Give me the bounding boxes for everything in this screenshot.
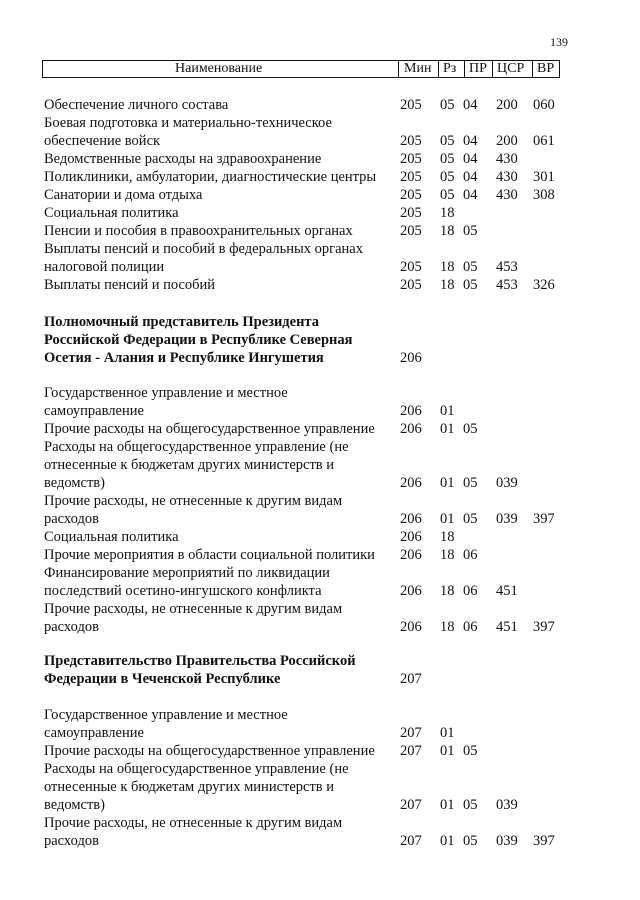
cell-pr: 06 bbox=[463, 547, 478, 563]
cell-name: Расходы на общегосударственное управление (не bbox=[44, 439, 349, 455]
cell-name: Прочие расходы, не отнесенные к другим видам bbox=[44, 601, 343, 617]
table-row bbox=[0, 724, 640, 742]
table-header bbox=[42, 60, 560, 78]
cell-name: Социальная политика bbox=[44, 205, 179, 221]
cell-min: 206 bbox=[400, 475, 422, 491]
cell-pr: 06 bbox=[463, 619, 478, 635]
cell-min: 205 bbox=[400, 151, 422, 167]
cell-min: 205 bbox=[400, 97, 422, 113]
table-row bbox=[0, 114, 640, 132]
table-row bbox=[0, 384, 640, 402]
cell-csr: 039 bbox=[496, 511, 518, 527]
section-heading-row bbox=[0, 670, 640, 688]
cell-name: обеспечение войск bbox=[44, 133, 161, 149]
cell-csr: 039 bbox=[496, 833, 518, 849]
cell-name: ведомств) bbox=[44, 797, 105, 813]
table-row bbox=[0, 276, 640, 294]
cell-min: 206 bbox=[400, 583, 422, 599]
cell-name: Российской Федерации в Республике Северная bbox=[44, 332, 353, 348]
table-row bbox=[0, 474, 640, 492]
cell-csr: 451 bbox=[496, 583, 518, 599]
table-row bbox=[0, 528, 640, 546]
cell-vr: 397 bbox=[533, 619, 555, 635]
table-row bbox=[0, 510, 640, 528]
cell-min: 206 bbox=[400, 529, 422, 545]
cell-rz: 05 bbox=[440, 169, 455, 185]
cell-name: Прочие расходы, не отнесенные к другим видам bbox=[44, 493, 343, 509]
cell-pr: 04 bbox=[463, 97, 478, 113]
cell-rz: 01 bbox=[440, 725, 455, 741]
table-row bbox=[0, 582, 640, 600]
cell-name: отнесенные к бюджетам других министерств и bbox=[44, 779, 335, 795]
cell-csr: 430 bbox=[496, 169, 518, 185]
table-row bbox=[0, 96, 640, 114]
cell-min: 205 bbox=[400, 133, 422, 149]
cell-name: Обеспечение личного состава bbox=[44, 97, 229, 113]
table-row bbox=[0, 814, 640, 832]
table-row bbox=[0, 832, 640, 850]
cell-csr: 200 bbox=[496, 97, 518, 113]
cell-rz: 01 bbox=[440, 797, 455, 813]
cell-rz: 01 bbox=[440, 421, 455, 437]
cell-min: 206 bbox=[400, 547, 422, 563]
table-row bbox=[0, 618, 640, 636]
cell-rz: 18 bbox=[440, 529, 455, 545]
cell-pr: 05 bbox=[463, 833, 478, 849]
cell-rz: 05 bbox=[440, 133, 455, 149]
cell-vr: 397 bbox=[533, 511, 555, 527]
cell-min: 206 bbox=[400, 421, 422, 437]
cell-name: Выплаты пенсий и пособий в федеральных органах bbox=[44, 241, 363, 257]
cell-name: самоуправление bbox=[44, 403, 144, 419]
cell-rz: 01 bbox=[440, 743, 455, 759]
table-row bbox=[0, 204, 640, 222]
cell-name: самоуправление bbox=[44, 725, 144, 741]
table-row bbox=[0, 796, 640, 814]
cell-name: расходов bbox=[44, 511, 99, 527]
cell-pr: 05 bbox=[463, 223, 478, 239]
header-pr: ПР bbox=[469, 61, 487, 76]
cell-name: Боевая подготовка и материально-техническое bbox=[44, 115, 332, 131]
table-row bbox=[0, 258, 640, 276]
table-row bbox=[0, 564, 640, 582]
cell-name: Ведомственные расходы на здравоохранение bbox=[44, 151, 322, 167]
cell-pr: 05 bbox=[463, 743, 478, 759]
cell-name: Санатории и дома отдыха bbox=[44, 187, 203, 203]
cell-rz: 01 bbox=[440, 403, 455, 419]
section-heading-row bbox=[0, 313, 640, 331]
cell-pr: 05 bbox=[463, 421, 478, 437]
cell-rz: 18 bbox=[440, 205, 455, 221]
cell-rz: 18 bbox=[440, 547, 455, 563]
header-csr: ЦСР bbox=[497, 61, 525, 76]
cell-name: ведомств) bbox=[44, 475, 105, 491]
cell-name: Прочие расходы на общегосударственное управление bbox=[44, 421, 375, 437]
cell-min: 206 bbox=[400, 350, 422, 366]
cell-rz: 01 bbox=[440, 475, 455, 491]
cell-rz: 05 bbox=[440, 97, 455, 113]
cell-rz: 18 bbox=[440, 619, 455, 635]
cell-name: Осетия - Алания и Республике Ингушетия bbox=[44, 350, 324, 366]
table-row bbox=[0, 760, 640, 778]
cell-min: 206 bbox=[400, 619, 422, 635]
cell-min: 207 bbox=[400, 797, 422, 813]
cell-rz: 01 bbox=[440, 511, 455, 527]
cell-csr: 039 bbox=[496, 797, 518, 813]
cell-csr: 451 bbox=[496, 619, 518, 635]
cell-rz: 18 bbox=[440, 223, 455, 239]
cell-csr: 200 bbox=[496, 133, 518, 149]
cell-pr: 05 bbox=[463, 277, 478, 293]
table-row bbox=[0, 240, 640, 258]
section-heading-row bbox=[0, 331, 640, 349]
cell-name: Поликлиники, амбулатории, диагностические центры bbox=[44, 169, 377, 185]
table-row bbox=[0, 438, 640, 456]
cell-name: Полномочный представитель Президента bbox=[44, 314, 319, 330]
cell-name: Финансирование мероприятий по ликвидации bbox=[44, 565, 330, 581]
cell-vr: 301 bbox=[533, 169, 555, 185]
cell-pr: 04 bbox=[463, 169, 478, 185]
cell-min: 206 bbox=[400, 511, 422, 527]
header-rz: Рз bbox=[443, 61, 457, 76]
header-name: Наименование bbox=[175, 61, 263, 76]
cell-vr: 308 bbox=[533, 187, 555, 203]
cell-name: расходов bbox=[44, 619, 99, 635]
cell-rz: 05 bbox=[440, 187, 455, 203]
table-row bbox=[0, 132, 640, 150]
cell-pr: 06 bbox=[463, 583, 478, 599]
cell-min: 205 bbox=[400, 223, 422, 239]
cell-rz: 18 bbox=[440, 277, 455, 293]
page-number: 139 bbox=[550, 35, 568, 49]
table-row bbox=[0, 742, 640, 760]
cell-min: 205 bbox=[400, 277, 422, 293]
cell-name: Федерации в Чеченской Республике bbox=[44, 671, 281, 687]
cell-name: Государственное управление и местное bbox=[44, 385, 288, 401]
section-heading-row bbox=[0, 349, 640, 367]
cell-rz: 18 bbox=[440, 259, 455, 275]
cell-pr: 05 bbox=[463, 511, 478, 527]
header-min: Мин bbox=[404, 61, 432, 76]
table-row bbox=[0, 402, 640, 420]
cell-name: Выплаты пенсий и пособий bbox=[44, 277, 216, 293]
header-vr: ВР bbox=[537, 61, 555, 76]
cell-csr: 453 bbox=[496, 259, 518, 275]
cell-vr: 060 bbox=[533, 97, 555, 113]
table-row bbox=[0, 186, 640, 204]
cell-min: 205 bbox=[400, 259, 422, 275]
cell-pr: 04 bbox=[463, 151, 478, 167]
cell-min: 205 bbox=[400, 169, 422, 185]
cell-rz: 01 bbox=[440, 833, 455, 849]
cell-min: 207 bbox=[400, 743, 422, 759]
cell-name: Представительство Правительства Российской bbox=[44, 653, 356, 669]
cell-pr: 05 bbox=[463, 259, 478, 275]
cell-vr: 397 bbox=[533, 833, 555, 849]
cell-min: 206 bbox=[400, 403, 422, 419]
cell-min: 207 bbox=[400, 671, 422, 687]
cell-rz: 05 bbox=[440, 151, 455, 167]
cell-pr: 05 bbox=[463, 475, 478, 491]
cell-min: 205 bbox=[400, 187, 422, 203]
cell-name: налоговой полиции bbox=[44, 259, 165, 275]
table-row bbox=[0, 168, 640, 186]
cell-min: 205 bbox=[400, 205, 422, 221]
cell-rz: 18 bbox=[440, 583, 455, 599]
cell-name: Расходы на общегосударственное управление (не bbox=[44, 761, 349, 777]
cell-name: Прочие расходы на общегосударственное управление bbox=[44, 743, 375, 759]
cell-vr: 326 bbox=[533, 277, 555, 293]
cell-csr: 453 bbox=[496, 277, 518, 293]
cell-min: 207 bbox=[400, 725, 422, 741]
table-row bbox=[0, 546, 640, 564]
table-row bbox=[0, 150, 640, 168]
table-row bbox=[0, 420, 640, 438]
cell-pr: 05 bbox=[463, 797, 478, 813]
cell-name: отнесенные к бюджетам других министерств и bbox=[44, 457, 335, 473]
cell-name: Прочие расходы, не отнесенные к другим видам bbox=[44, 815, 343, 831]
cell-pr: 04 bbox=[463, 187, 478, 203]
cell-name: Прочие мероприятия в области социальной политики bbox=[44, 547, 375, 563]
table-row bbox=[0, 492, 640, 510]
cell-name: последствий осетино-ингушского конфликта bbox=[44, 583, 322, 599]
cell-csr: 039 bbox=[496, 475, 518, 491]
cell-csr: 430 bbox=[496, 151, 518, 167]
cell-vr: 061 bbox=[533, 133, 555, 149]
section-heading-row bbox=[0, 652, 640, 670]
cell-min: 207 bbox=[400, 833, 422, 849]
cell-csr: 430 bbox=[496, 187, 518, 203]
table-row bbox=[0, 778, 640, 796]
table-row bbox=[0, 456, 640, 474]
table-row bbox=[0, 706, 640, 724]
table-row bbox=[0, 222, 640, 240]
cell-name: расходов bbox=[44, 833, 99, 849]
cell-name: Пенсии и пособия в правоохранительных органах bbox=[44, 223, 353, 239]
table-row bbox=[0, 600, 640, 618]
cell-pr: 04 bbox=[463, 133, 478, 149]
cell-name: Социальная политика bbox=[44, 529, 179, 545]
cell-name: Государственное управление и местное bbox=[44, 707, 288, 723]
